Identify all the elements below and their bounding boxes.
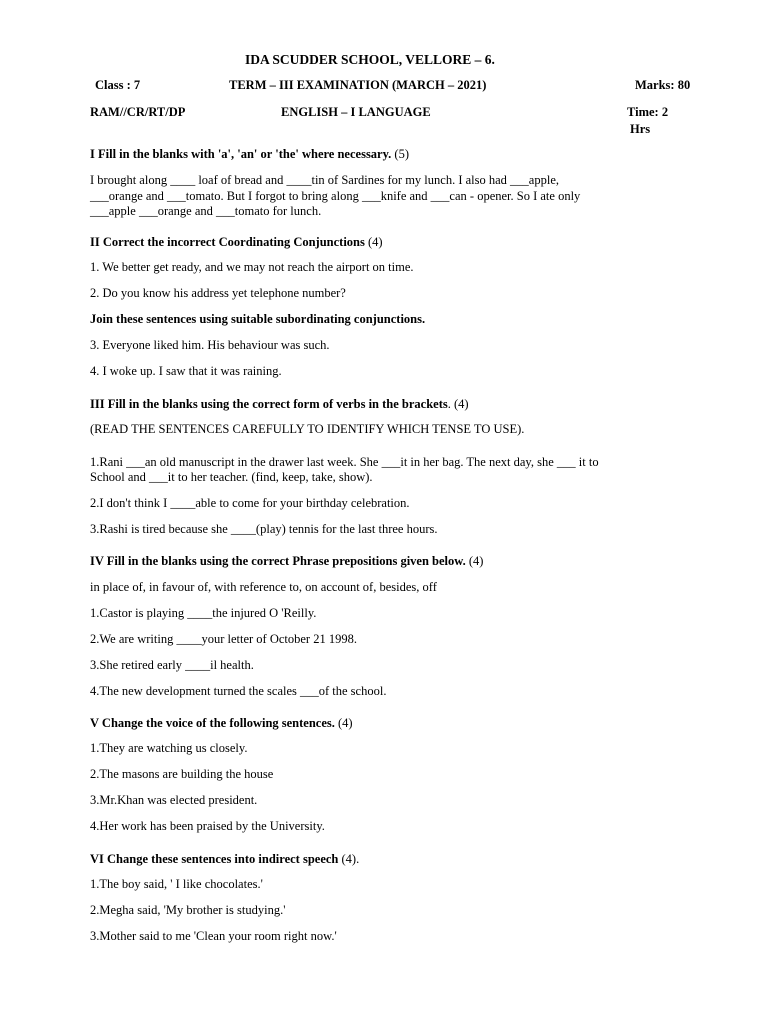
section-4-heading — [90, 554, 483, 569]
section-3-question-3: 3.Rashi is tired because she ____(play) tennis for the last three hours. — [90, 522, 438, 536]
section-5-question-3: 3.Mr.Khan was elected president. — [90, 793, 258, 807]
paper-code: RAM//CR/RT/DP — [90, 105, 186, 119]
section-4-marks: (4) — [465, 554, 484, 568]
section-3-question-1-line-2: School and ___it to her teacher. (find, keep, take, show). — [90, 470, 373, 484]
section-5-question-2: 2.The masons are building the house — [90, 767, 274, 781]
section-4-options: in place of, in favour of, with reference to, on account of, besides, off — [90, 580, 437, 594]
section-2-subheading: Join these sentences using suitable subordinating conjunctions. — [90, 312, 426, 326]
section-5-question-1: 1.They are watching us closely. — [90, 741, 248, 755]
section-3-marks: . (4) — [447, 397, 469, 411]
section-2-question-1: 1. We better get ready, and we may not reach the airport on time. — [90, 260, 414, 274]
section-3-question-2: 2.I don't think I ____able to come for your birthday celebration. — [90, 496, 410, 510]
section-1-heading — [90, 147, 409, 162]
section-6-question-3: 3.Mother said to me 'Clean your room right now.' — [90, 929, 337, 943]
section-3-note: (READ THE SENTENCES CAREFULLY TO IDENTIFY WHICH TENSE TO USE). — [90, 422, 525, 436]
section-1-line-1: I brought along ____ loaf of bread and ____tin of Sardines for my lunch. I also had ___apple, — [90, 173, 559, 187]
section-6-title: VI Change these sentences into indirect speech — [90, 852, 339, 866]
section-1-line-2: ___orange and ___tomato. But I forgot to bring along ___knife and ___can - opener. So I ate only — [90, 189, 581, 203]
section-2-title: II Correct the incorrect Coordinating Conjunctions — [90, 235, 365, 249]
section-4-question-3: 3.She retired early ____il health. — [90, 658, 254, 672]
marks-label: Marks: 80 — [635, 78, 691, 92]
section-3-question-1-line-1: 1.Rani ___an old manuscript in the drawer last week. She ___it in her bag. The next day, she ___ it to — [90, 455, 599, 469]
section-6-heading — [90, 852, 359, 867]
section-4-question-4: 4.The new development turned the scales ___of the school. — [90, 684, 387, 698]
section-5-title: V Change the voice of the following sentences. — [90, 716, 335, 730]
section-4-question-2: 2.We are writing ____your letter of October 21 1998. — [90, 632, 357, 646]
section-2-heading — [90, 235, 383, 250]
section-6-question-1: 1.The boy said, ' I like chocolates.' — [90, 877, 263, 891]
section-4-title: IV Fill in the blanks using the correct Phrase prepositions given below. — [90, 554, 466, 568]
section-6-marks: (4). — [338, 852, 360, 866]
section-5-marks: (4) — [334, 716, 353, 730]
time-label: Time: 2 — [627, 105, 669, 119]
section-3-title: III Fill in the blanks using the correct form of verbs in the brackets — [90, 397, 448, 411]
time-unit: Hrs — [630, 122, 651, 136]
section-2-question-4: 4. I woke up. I saw that it was raining. — [90, 364, 282, 378]
class-label: Class : 7 — [95, 78, 141, 92]
section-2-question-3: 3. Everyone liked him. His behaviour was such. — [90, 338, 330, 352]
subject-label: ENGLISH – I LANGUAGE — [281, 105, 431, 119]
section-5-question-4: 4.Her work has been praised by the University. — [90, 819, 325, 833]
section-5-heading — [90, 716, 353, 731]
exam-title: TERM – III EXAMINATION (MARCH – 2021) — [229, 78, 487, 92]
section-1-marks: (5) — [391, 147, 409, 161]
section-4-question-1: 1.Castor is playing ____the injured O 'Reilly. — [90, 606, 317, 620]
school-name: IDA SCUDDER SCHOOL, VELLORE – 6. — [245, 52, 495, 67]
section-3-heading — [90, 397, 469, 412]
section-1-line-3: ___apple ___orange and ___tomato for lunch. — [90, 204, 322, 218]
section-6-question-2: 2.Megha said, 'My brother is studying.' — [90, 903, 286, 917]
section-2-marks: (4) — [364, 235, 383, 249]
section-1-title: I Fill in the blanks with 'a', 'an' or 'the' where necessary. — [90, 147, 392, 161]
section-2-question-2: 2. Do you know his address yet telephone number? — [90, 286, 346, 300]
